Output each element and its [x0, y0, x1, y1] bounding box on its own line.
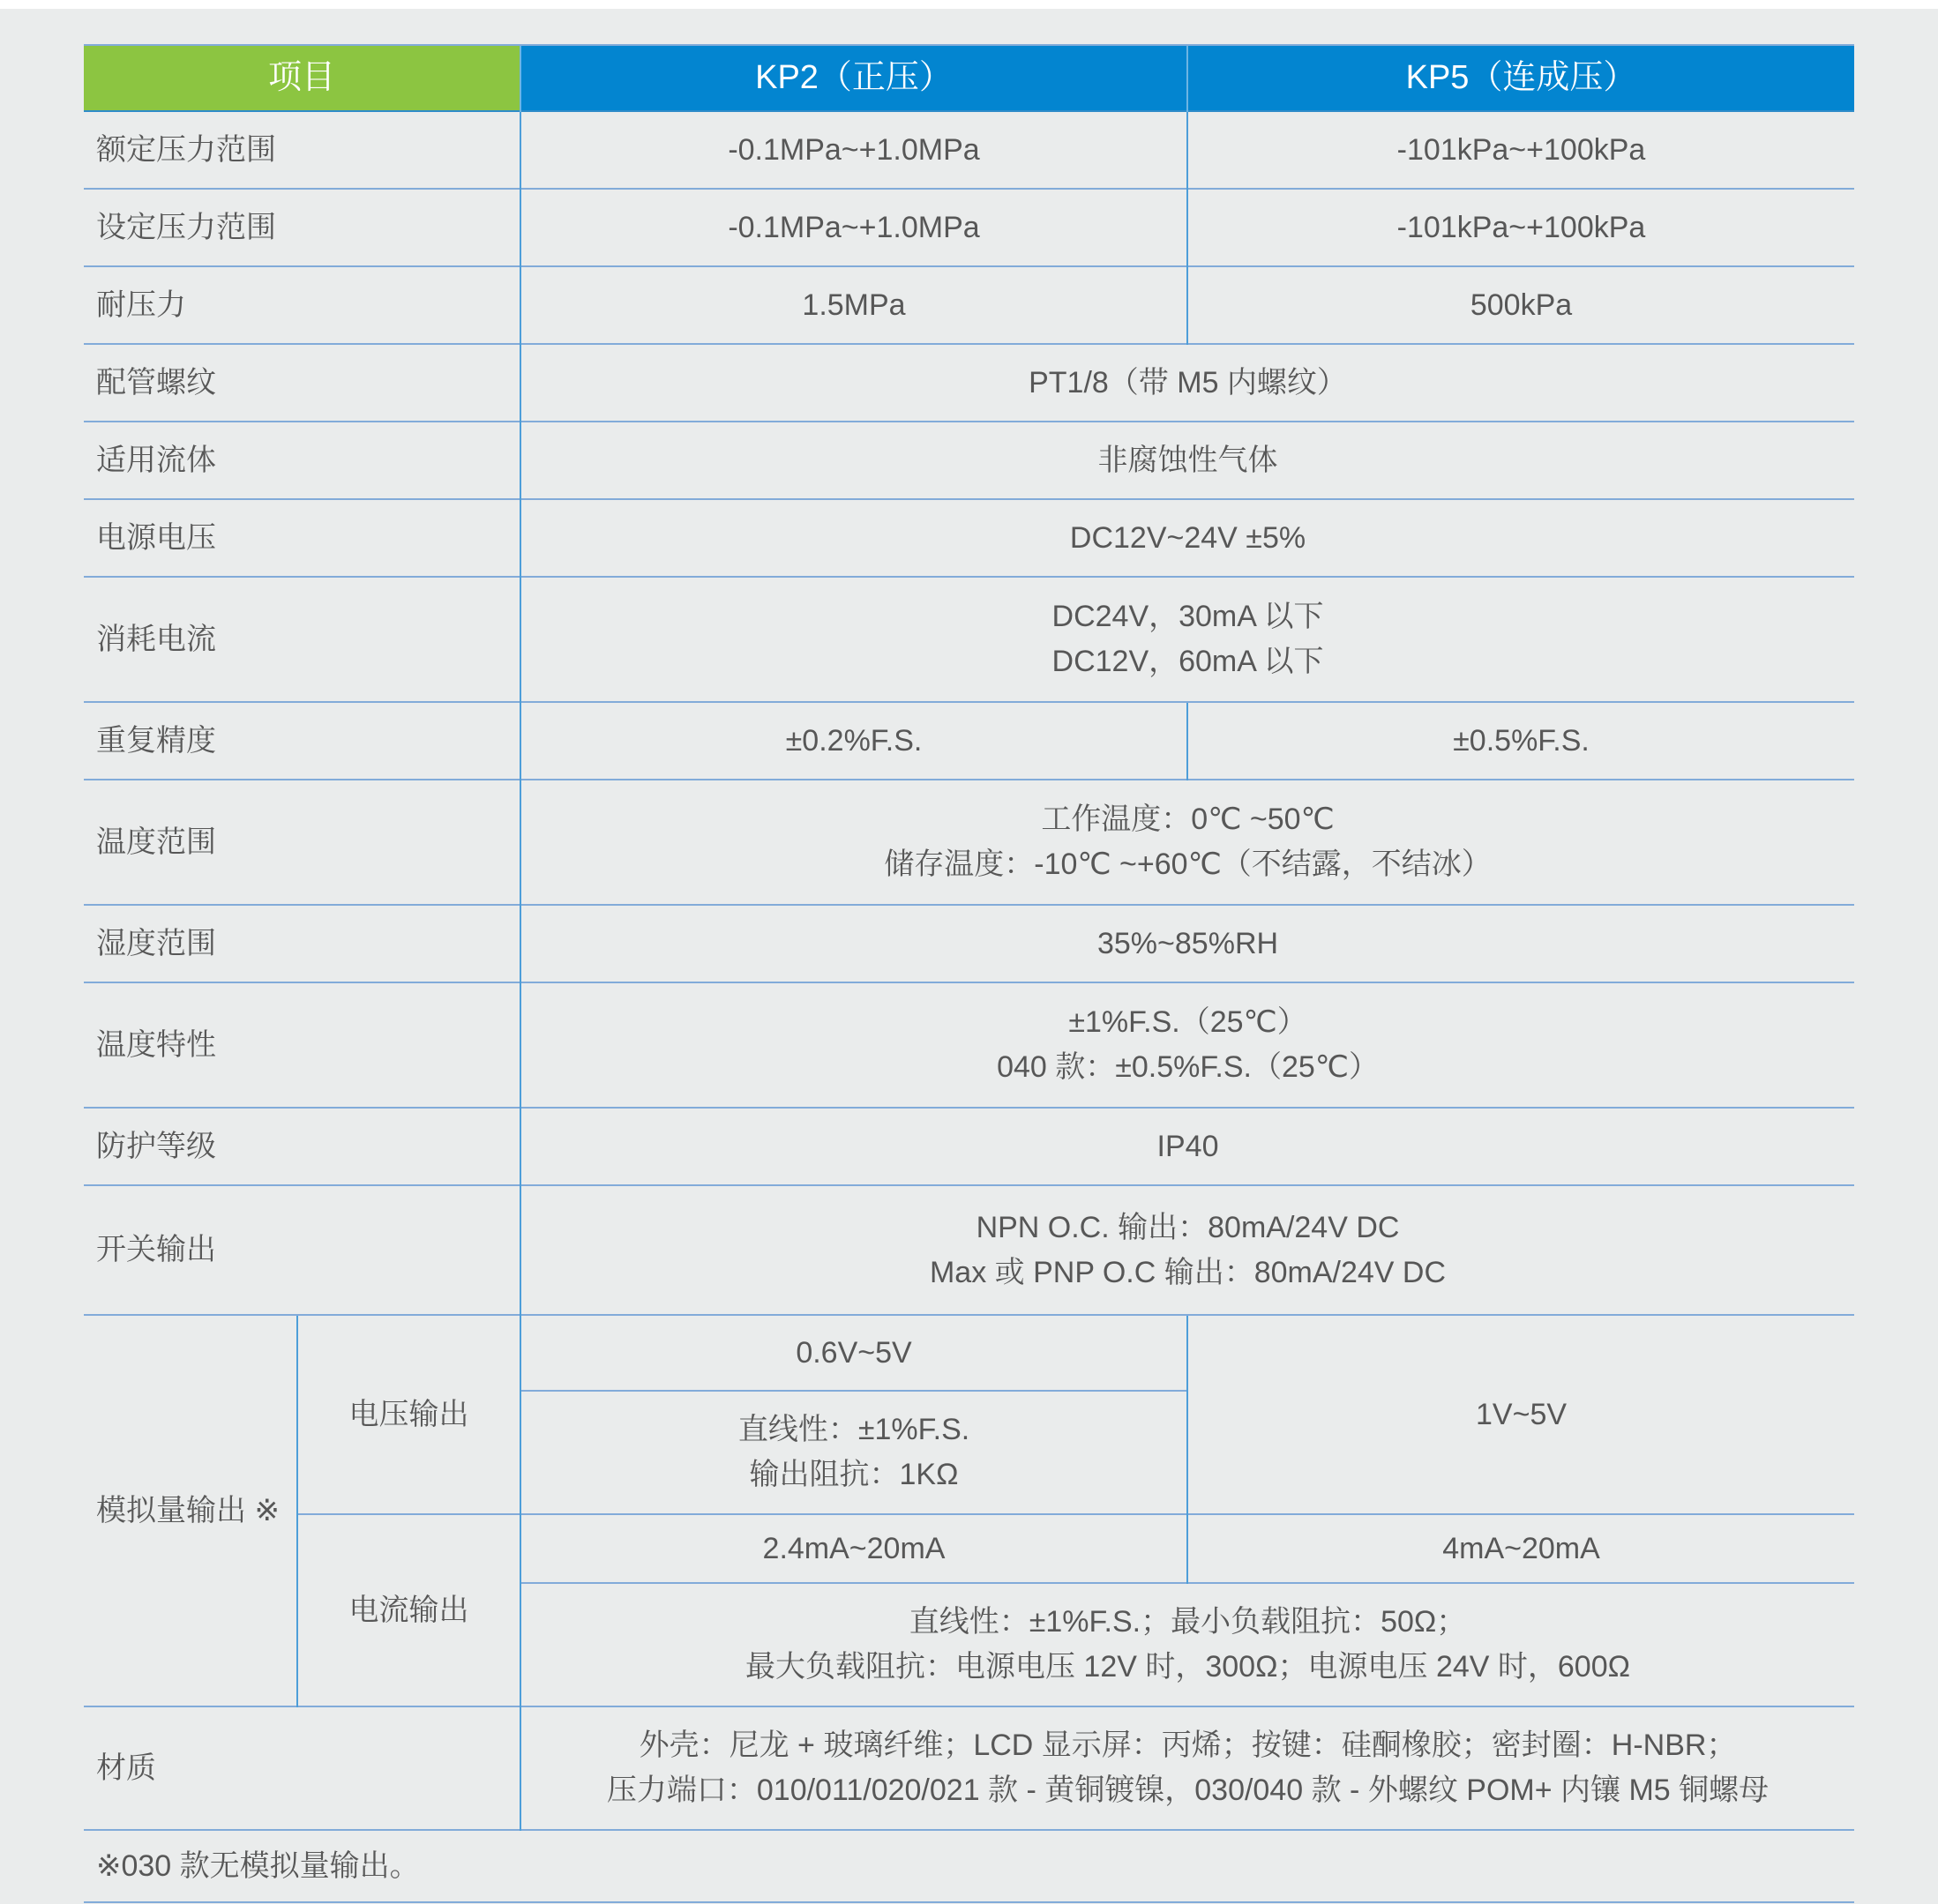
header-kp2: KP2（正压） — [520, 45, 1187, 111]
footnote-row — [84, 1830, 1854, 1902]
table-row — [84, 702, 1854, 780]
cell-line: 直线性：±1%F.S.；最小负载阻抗：50Ω； — [909, 1605, 1467, 1639]
cell-line: 直线性：±1%F.S. — [737, 1413, 970, 1446]
cell-kp5-current-range: 4mA~20mA — [1187, 1514, 1854, 1583]
cell-merged — [520, 1185, 1854, 1315]
top-white-strip — [0, 0, 1938, 9]
footnote-text: ※030 款无模拟量输出。 — [84, 1830, 1854, 1902]
cell-merged — [520, 577, 1854, 702]
cell-merged: 非腐蚀性气体 — [520, 422, 1854, 499]
row-label: 重复精度 — [84, 702, 520, 780]
cell-kp2: -0.1MPa~+1.0MPa — [520, 111, 1187, 189]
cell-line: 工作温度：0℃ ~50℃ — [1041, 803, 1335, 836]
cell-kp2-voltage-range: 0.6V~5V — [520, 1315, 1187, 1391]
row-label: 开关输出 — [84, 1185, 520, 1315]
row-label: 耐压力 — [84, 266, 520, 344]
cell-merged — [520, 982, 1854, 1108]
cell-material — [520, 1706, 1854, 1830]
table-header-row — [84, 45, 1854, 111]
row-label: 设定压力范围 — [84, 189, 520, 266]
row-label: 温度范围 — [84, 780, 520, 905]
cell-kp5: -101kPa~+100kPa — [1187, 189, 1854, 266]
table-row — [84, 780, 1854, 905]
cell-kp2: 1.5MPa — [520, 266, 1187, 344]
cell-merged — [520, 780, 1854, 905]
cell-line: Max 或 PNP O.C 输出：80mA/24V DC — [929, 1255, 1447, 1289]
table-row — [84, 344, 1854, 422]
cell-line: 压力端口：010/011/020/021 款 - 黄铜镀镍，030/040 款 - 外螺纹 POM+ 内镶 M5 铜螺母 — [606, 1773, 1770, 1807]
cell-line: NPN O.C. 输出：80mA/24V DC — [976, 1210, 1400, 1244]
analog-output-row — [84, 1514, 1854, 1583]
row-label: 配管螺纹 — [84, 344, 520, 422]
cell-kp5: -101kPa~+100kPa — [1187, 111, 1854, 189]
row-label: 电源电压 — [84, 499, 520, 577]
voltage-output-label: 电压输出 — [297, 1315, 520, 1514]
cell-kp2: -0.1MPa~+1.0MPa — [520, 189, 1187, 266]
row-label: 防护等级 — [84, 1108, 520, 1185]
row-label: 消耗电流 — [84, 577, 520, 702]
table-row — [84, 1706, 1854, 1830]
analog-output-row — [84, 1315, 1854, 1391]
table-row — [84, 422, 1854, 499]
table-row — [84, 577, 1854, 702]
cell-line: ±1%F.S.（25℃） — [1068, 1005, 1307, 1039]
table-row — [84, 1185, 1854, 1315]
table-row — [84, 499, 1854, 577]
cell-line: 外壳：尼龙 + 玻璃纤维；LCD 显示屏：丙烯；按键：硅酮橡胶；密封圈：H-NBR； — [639, 1729, 1737, 1762]
cell-kp5: 500kPa — [1187, 266, 1854, 344]
row-label: 温度特性 — [84, 982, 520, 1108]
table-row — [84, 266, 1854, 344]
cell-merged: IP40 — [520, 1108, 1854, 1185]
cell-kp5-voltage-range: 1V~5V — [1187, 1315, 1854, 1514]
table-row — [84, 1108, 1854, 1185]
row-label: 湿度范围 — [84, 905, 520, 982]
table-row — [84, 905, 1854, 982]
cell-merged: PT1/8（带 M5 内螺纹） — [520, 344, 1854, 422]
current-output-label: 电流输出 — [297, 1514, 520, 1706]
analog-output-label: 模拟量输出 ※ — [84, 1315, 297, 1706]
cell-line: 最大负载阻抗：电源电压 12V 时，300Ω；电源电压 24V 时，600Ω — [745, 1650, 1631, 1684]
header-item: 项目 — [84, 45, 520, 111]
cell-line: 输出阻抗：1KΩ — [749, 1458, 959, 1491]
cell-kp5: ±0.5%F.S. — [1187, 702, 1854, 780]
cell-line: DC12V，60mA 以下 — [1051, 645, 1324, 678]
cell-line: DC24V，30mA 以下 — [1051, 600, 1324, 633]
cell-kp2-voltage-detail — [520, 1391, 1187, 1514]
cell-current-detail — [520, 1583, 1854, 1706]
header-kp5: KP5（连成压） — [1187, 45, 1854, 111]
cell-merged: 35%~85%RH — [520, 905, 1854, 982]
cell-kp2-current-range: 2.4mA~20mA — [520, 1514, 1187, 1583]
cell-line: 040 款：±0.5%F.S.（25℃） — [997, 1050, 1379, 1084]
row-label: 材质 — [84, 1706, 520, 1830]
row-label: 额定压力范围 — [84, 111, 520, 189]
cell-merged: DC12V~24V ±5% — [520, 499, 1854, 577]
cell-kp2: ±0.2%F.S. — [520, 702, 1187, 780]
cell-line: 储存温度：-10℃ ~+60℃（不结露，不结冰） — [884, 847, 1492, 881]
table-row — [84, 982, 1854, 1108]
table-row — [84, 111, 1854, 189]
spec-table — [84, 44, 1854, 1903]
table-row — [84, 189, 1854, 266]
row-label: 适用流体 — [84, 422, 520, 499]
